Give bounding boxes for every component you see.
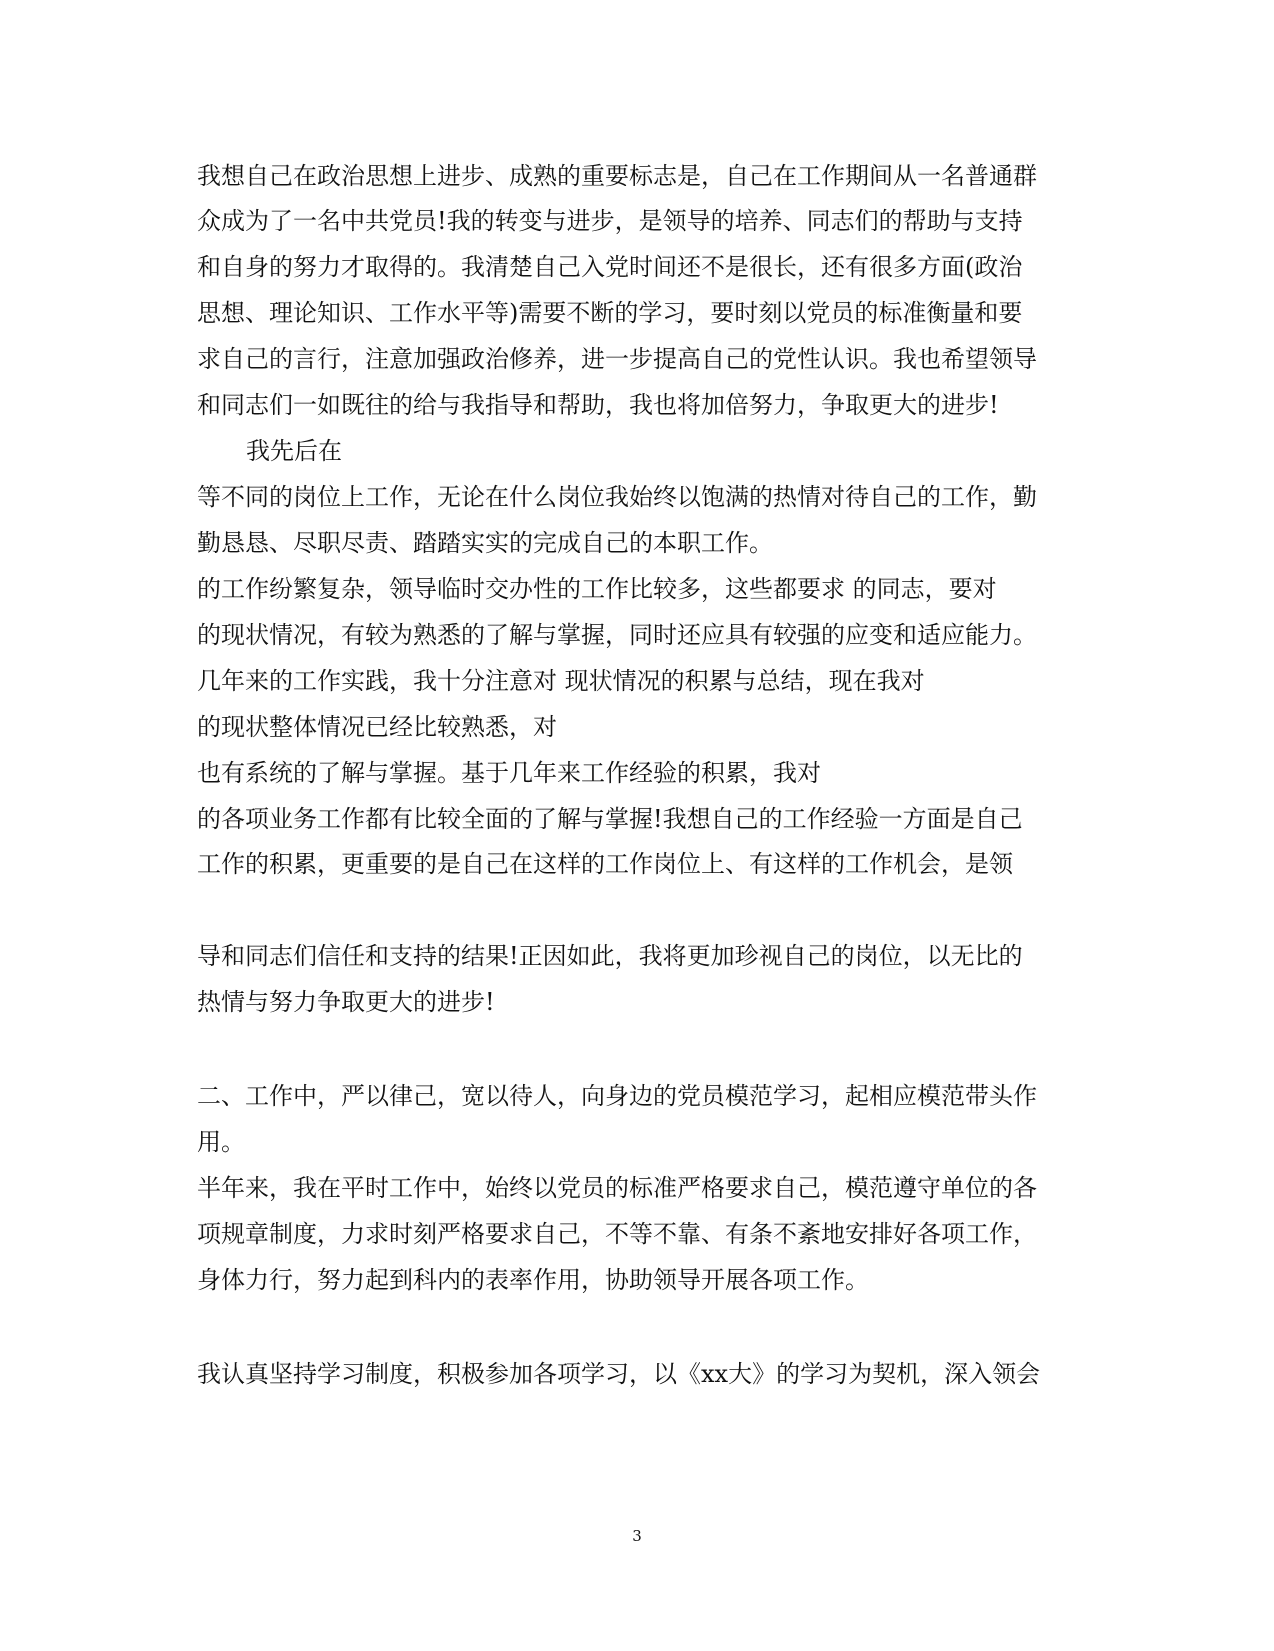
body-text-line: 众成为了一名中共党员!我的转变与进步，是领导的培养、同志们的帮助与支持	[197, 207, 1023, 235]
body-text-line: 思想、理论知识、工作水平等)需要不断的学习，要时刻以党员的标准衡量和要	[197, 299, 1023, 327]
body-text-line: 我先后在	[246, 437, 342, 465]
body-text-line: 的现状情况，有较为熟悉的了解与掌握，同时还应具有较强的应变和适应能力。	[197, 621, 1037, 649]
body-text-line: 热情与努力争取更大的进步!	[197, 988, 495, 1016]
body-text-line: 和自身的努力才取得的。我清楚自己入党时间还不是很长，还有很多方面(政治	[197, 253, 1023, 281]
body-text-line: 的各项业务工作都有比较全面的了解与掌握!我想自己的工作经验一方面是自己	[197, 805, 1023, 833]
body-text-line: 工作的积累，更重要的是自己在这样的工作岗位上、有这样的工作机会，是领	[197, 850, 1013, 878]
body-text-line: 和同志们一如既往的给与我指导和帮助，我也将加倍努力，争取更大的进步!	[197, 391, 999, 419]
body-text-line: 也有系统的了解与掌握。基于几年来工作经验的积累，我对	[197, 759, 821, 787]
body-text-line: 半年来，我在平时工作中，始终以党员的标准严格要求自己，模范遵守单位的各	[197, 1174, 1037, 1202]
section-heading-line: 二、工作中，严以律己，宽以待人，向身边的党员模范学习，起相应模范带头作	[197, 1082, 1037, 1110]
section-heading-line: 用。	[197, 1128, 245, 1156]
body-text-line: 的现状整体情况已经比较熟悉，对	[197, 713, 557, 741]
body-text-line: 的工作纷繁复杂，领导临时交办性的工作比较多，这些都要求 的同志，要对	[197, 575, 997, 603]
body-text-line: 导和同志们信任和支持的结果!正因如此，我将更加珍视自己的岗位，以无比的	[197, 942, 1023, 970]
body-text-line: 我认真坚持学习制度，积极参加各项学习，以《xx大》的学习为契机，深入领会	[197, 1360, 1041, 1388]
body-text-line: 勤恳恳、尽职尽责、踏踏实实的完成自己的本职工作。	[197, 529, 773, 557]
page-number: 3	[632, 1527, 642, 1545]
body-text-line: 等不同的岗位上工作，无论在什么岗位我始终以饱满的热情对待自己的工作，勤	[197, 483, 1037, 511]
body-text-line: 几年来的工作实践，我十分注意对 现状情况的积累与总结，现在我对	[197, 667, 925, 695]
body-text-line: 我想自己在政治思想上进步、成熟的重要标志是，自己在工作期间从一名普通群	[197, 162, 1037, 190]
body-text-line: 身体力行，努力起到科内的表率作用，协助领导开展各项工作。	[197, 1266, 869, 1294]
body-text-line: 项规章制度，力求时刻严格要求自己，不等不靠、有条不紊地安排好各项工作，	[197, 1220, 1037, 1248]
body-text-line: 求自己的言行，注意加强政治修养，进一步提高自己的党性认识。我也希望领导	[197, 345, 1037, 373]
